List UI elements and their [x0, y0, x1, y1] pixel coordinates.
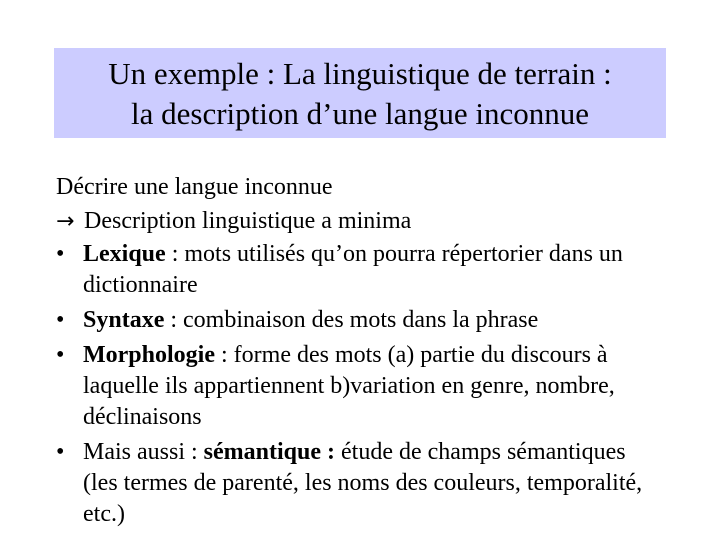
slide-body — [56, 170, 666, 534]
bullet-list — [56, 239, 666, 530]
bullet-text: : combinaison des mots dans la phrase — [164, 307, 539, 333]
right-arrow-icon: → — [56, 209, 75, 234]
bullet-icon: • — [56, 439, 65, 465]
list-item — [56, 239, 666, 301]
bullet-icon: • — [56, 342, 65, 368]
slide-title-box — [54, 48, 666, 138]
list-item — [56, 437, 666, 530]
list-item — [56, 305, 666, 336]
intro-text: Décrire une langue inconnue — [56, 174, 333, 200]
bullet-term: Syntaxe — [83, 307, 165, 333]
arrow-line-text: Description linguistique a minima — [84, 208, 412, 234]
bullet-term: sémantique : — [203, 439, 336, 465]
bullet-term: Morphologie — [83, 342, 215, 368]
list-item — [56, 340, 666, 433]
bullet-term: Lexique — [83, 241, 166, 267]
bullet-text: étude de champs sémantiques (les termes de parenté, les noms des couleurs, temporalité, etc.) — [83, 439, 643, 527]
slide-title-line-1: Un exemple : La linguistique de terrain : — [108, 56, 612, 91]
arrow-line — [56, 204, 666, 239]
bullet-icon: • — [56, 307, 65, 333]
bullet-prefix: Mais aussi : — [83, 439, 204, 465]
bullet-text: : forme des mots (a) partie du discours à laquelle ils appartiennent b)variation en genre, nombre, déclinaisons — [83, 342, 615, 430]
bullet-text: : mots utilisés qu’on pourra répertorier dans un dictionnaire — [83, 241, 623, 298]
bullet-icon: • — [56, 241, 65, 267]
slide-title-line-2: la description d’une langue inconnue — [131, 96, 589, 131]
